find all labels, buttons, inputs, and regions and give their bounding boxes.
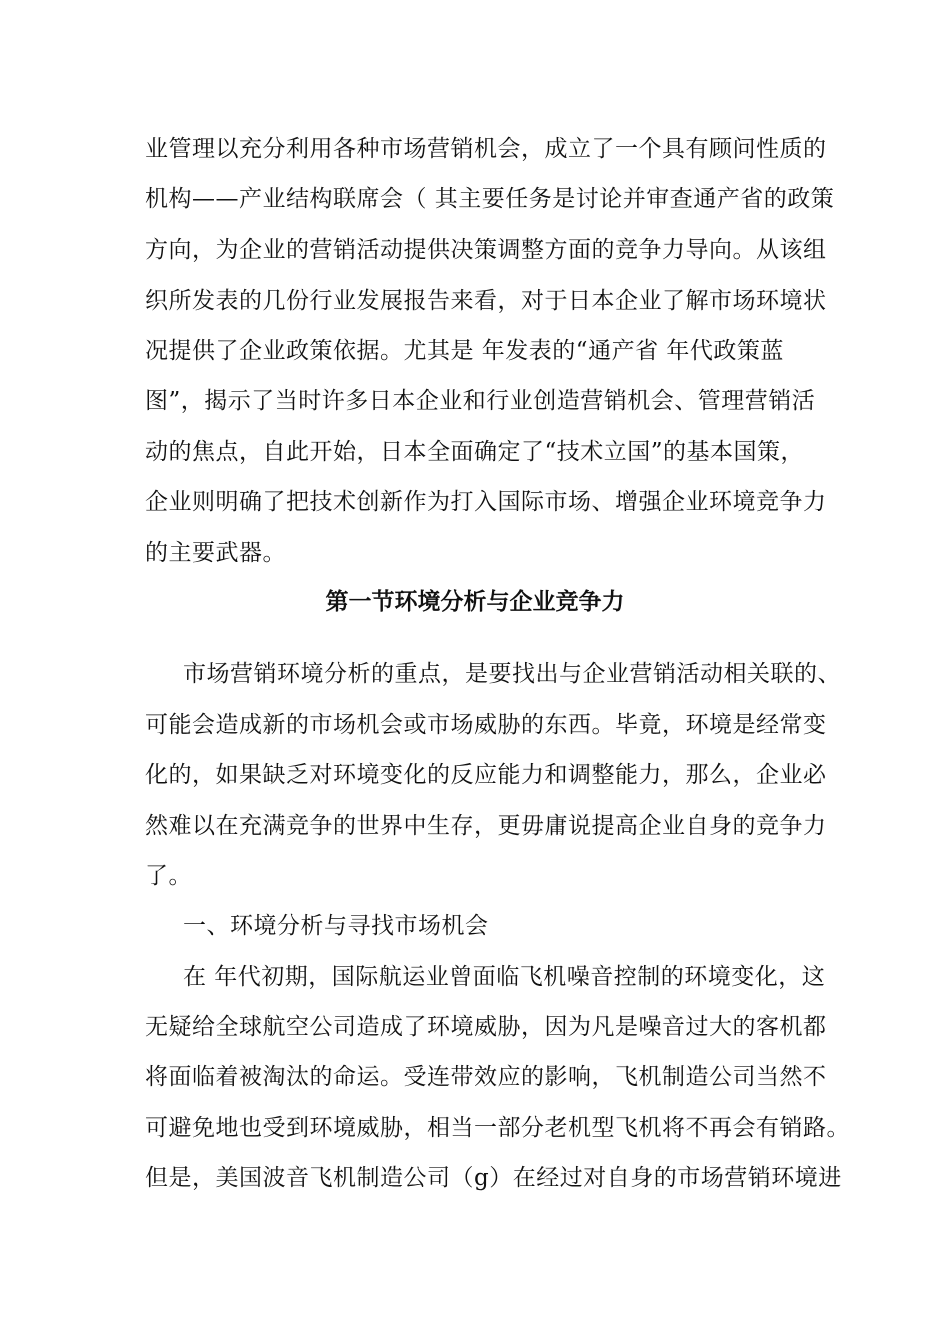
paragraph-line: 无疑给全球航空公司造成了环境威胁，因为凡是噪音过大的客机都 — [145, 1014, 827, 1040]
paragraph-line: 但是，美国波音飞机制造公司（g）在经过对自身的市场营销环境进 — [145, 1165, 842, 1191]
paragraph-line: 了。 — [145, 863, 192, 889]
paragraph-line: 况提供了企业政策依据。尤其是 年发表的“通产省 年代政策蓝 — [145, 338, 784, 364]
paragraph-line: 化的，如果缺乏对环境变化的反应能力和调整能力，那么，企业必 — [145, 762, 827, 788]
paragraph-line: 可避免地也受到环境威胁，相当一部分老机型飞机将不再会有销路。 — [145, 1115, 850, 1141]
subheading: 一、环境分析与寻找市场机会 — [183, 913, 489, 939]
paragraph-line: 市场营销环境分析的重点，是要找出与企业营销活动相关联的、 — [183, 661, 841, 687]
paragraph-line: 业管理以充分利用各种市场营销机会，成立了一个具有顾问性质的 — [145, 136, 827, 162]
paragraph-line: 的主要武器。 — [145, 540, 286, 566]
paragraph-line: 将面临着被淘汰的命运。受连带效应的影响，飞机制造公司当然不 — [145, 1064, 827, 1090]
section-heading: 第一节环境分析与企业竞争力 — [325, 589, 625, 615]
paragraph-line: 方向，为企业的营销活动提供决策调整方面的竞争力导向。从该组 — [145, 237, 827, 263]
paragraph-line: 可能会造成新的市场机会或市场威胁的东西。毕竟，环境是经常变 — [145, 712, 827, 738]
paragraph-line: 图”，揭示了当时许多日本企业和行业创造营销机会、管理营销活 — [145, 388, 816, 414]
paragraph-line: 企业则明确了把技术创新作为打入国际市场、增强企业环境竞争力 — [145, 489, 827, 515]
paragraph-line: 织所发表的几份行业发展报告来看，对于日本企业了解市场环境状 — [145, 288, 827, 314]
paragraph-line: 在 年代初期，国际航运业曾面临飞机噪音控制的环境变化，这 — [183, 964, 826, 990]
paragraph-line: 动的焦点，自此开始，日本全面确定了“技术立国”的基本国策， — [145, 439, 805, 465]
paragraph-line: 机构——产业结构联席会（ 其主要任务是讨论并审查通产省的政策 — [145, 186, 835, 212]
paragraph-line: 然难以在充满竞争的世界中生存，更毋庸说提高企业自身的竞争力 — [145, 813, 827, 839]
